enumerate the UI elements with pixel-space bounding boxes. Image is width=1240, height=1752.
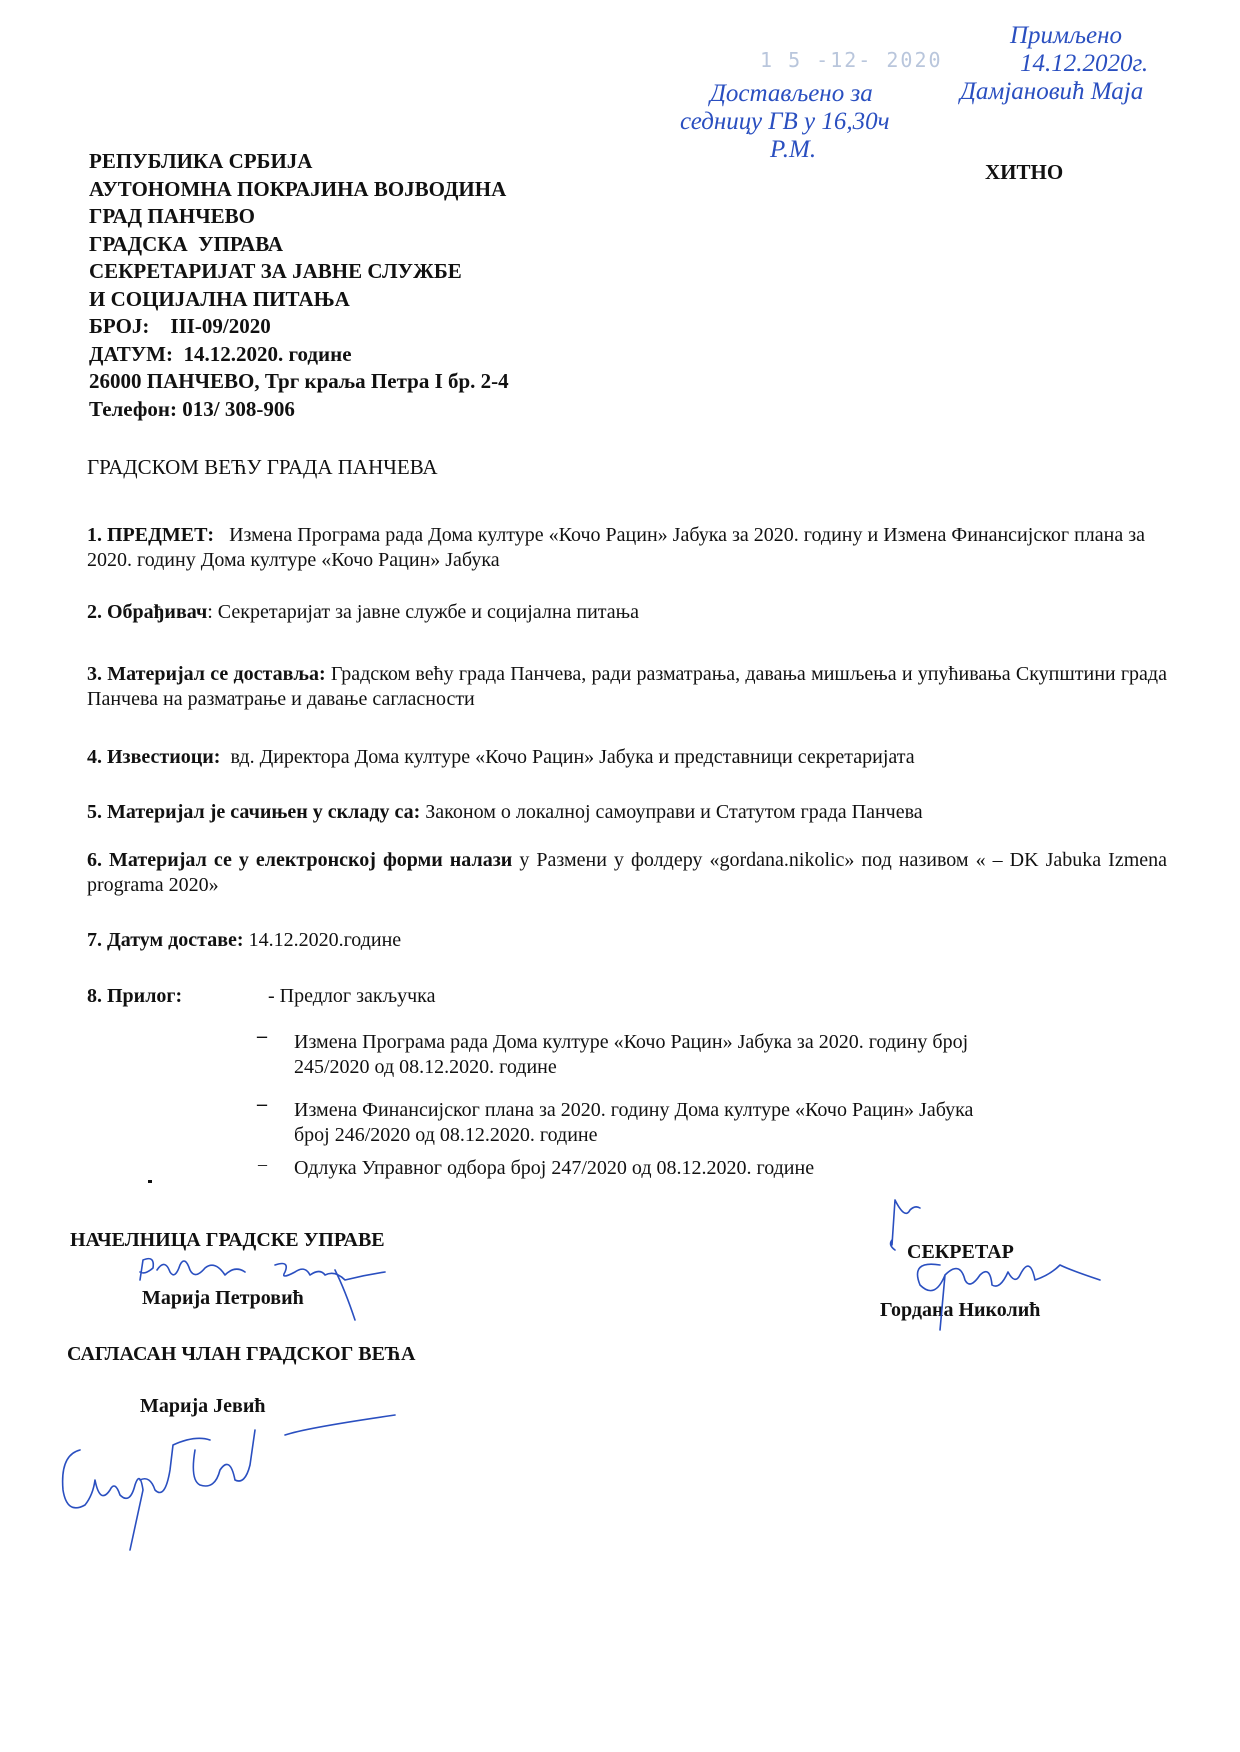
item-text: вд. Директора Дома културе «Кочо Рацин» Јабука и представници секретаријата <box>230 746 915 768</box>
bullet-dash: – <box>257 1093 267 1115</box>
note-line: седницу ГВ у 16,30ч <box>680 108 890 135</box>
item-label: 5. Материјал је сачињен у складу са: <box>87 801 421 823</box>
item-label: 3. Материјал се доставља: <box>87 663 326 685</box>
header-line: 26000 ПАНЧЕВО, Трг краља Петра I бр. 2-4 <box>89 369 509 393</box>
header-line: РЕПУБЛИКА СРБИЈА <box>89 149 313 173</box>
attachment-line: број 246/2020 од 08.12.2020. године <box>294 1123 598 1146</box>
item-electronic-form <box>87 848 1167 897</box>
item-rapporteurs <box>87 745 1167 770</box>
addressee: ГРАДСКОМ ВЕЋУ ГРАДА ПАНЧЕВА <box>87 455 438 479</box>
item-text: Законом о локалној самоуправи и Статутом града Панчева <box>425 801 923 823</box>
document-header <box>89 148 509 423</box>
header-line: ГРАД ПАНЧЕВО <box>89 204 255 228</box>
item-text: 14.12.2020.године <box>248 929 402 951</box>
secretary-title: СЕКРЕТАР <box>907 1241 1014 1263</box>
header-line: Телефон: 013/ 308-906 <box>89 396 295 421</box>
item-label: 6. Материјал се у електронској форми налази <box>87 849 513 871</box>
received-stamp: 1 5 -12- 2020 <box>760 48 943 72</box>
attachment-line: Измена Финансијског плана за 2020. годину Дома културе «Кочо Рацин» Јабука <box>294 1099 974 1121</box>
attachment-line: 245/2020 од 08.12.2020. године <box>294 1055 557 1078</box>
header-line: ГРАДСКА УПРАВА <box>89 231 284 256</box>
stray-mark <box>148 1180 152 1183</box>
head-title: НАЧЕЛНИЦА ГРАДСКЕ УПРАВЕ <box>70 1229 385 1251</box>
note-line: 14.12.2020г. <box>1020 50 1149 77</box>
handwritten-note-left <box>680 80 890 164</box>
header-line: СЕКРЕТАРИЈАТ ЗА ЈАВНЕ СЛУЖБЕ <box>89 259 462 283</box>
head-signature <box>135 1250 515 1330</box>
council-member-title: САГЛАСАН ЧЛАН ГРАДСКОГ ВЕЋА <box>67 1343 416 1365</box>
header-line: АУТОНОМНА ПОКРАЈИНА ВОЈВОДИНА <box>89 176 507 201</box>
header-line: БРОЈ: III-09/2020 <box>89 314 271 338</box>
item-text: Градском већу града Панчева, ради разматрања, давања мишљења и упућивања Скупштини града Панчева на разматрање и давање сагласности <box>87 663 1167 710</box>
item-label: 7. Датум доставе: <box>87 929 244 951</box>
header-line: ДАТУМ: 14.12.2020. године <box>89 341 352 366</box>
bullet-dash: – <box>257 1025 267 1047</box>
head-name: Марија Петровић <box>142 1287 304 1309</box>
attachment-item <box>294 1156 814 1181</box>
attachment-item <box>294 1098 973 1147</box>
secretary-name: Гордана Николић <box>880 1299 1041 1321</box>
item-text: Измена Програма рада Дома културе «Кочо Рацин» Јабука за 2020. годину и Измена Финансијског плана за 2020. годину Дома културе «Кочо Рацин» Јабука <box>87 524 1146 571</box>
item-label: 1. ПРЕДМЕТ: <box>87 524 215 546</box>
attachment-line: Одлука Управног одбора број 247/2020 од 08.12.2020. године <box>294 1157 815 1179</box>
note-line: Достављено за <box>710 80 873 107</box>
bullet-dash: – <box>258 1154 267 1174</box>
item-label: 8. Прилог: <box>87 985 183 1007</box>
urgent-label: ХИТНО <box>985 160 1064 184</box>
header-line: И СОЦИЈАЛНА ПИТАЊА <box>89 286 350 311</box>
council-member-name: Марија Јевић <box>140 1395 266 1417</box>
secretary-signature <box>880 1190 1140 1330</box>
item-text: : Секретаријат за јавне службе и социјална питања <box>207 601 640 623</box>
item-attachments <box>87 984 1167 1009</box>
item-label: 4. Известиоци: <box>87 746 221 768</box>
item-author <box>87 600 1167 625</box>
item-label: 2. Обрађивач <box>87 601 208 623</box>
attachment-line: Измена Програма рада Дома културе «Кочо Рацин» Јабука за 2020. годину број <box>294 1031 969 1053</box>
council-member-signature <box>55 1410 415 1550</box>
note-line: Примљено <box>1010 22 1122 49</box>
item-delivery-date <box>87 928 1167 953</box>
item-text: - Предлог закључка <box>268 985 436 1007</box>
note-line: Р.М. <box>770 136 817 163</box>
item-delivered-to <box>87 662 1167 711</box>
handwritten-note-right <box>960 22 1148 106</box>
item-text: у Размени у фолдеру «gordana.nikolic» под називом « – DK Jabuka Izmena programa 2020» <box>87 849 1168 896</box>
item-compliance <box>87 800 1167 825</box>
note-line: Дамјановић Маја <box>960 78 1144 105</box>
item-subject <box>87 523 1167 572</box>
attachment-item <box>294 1030 968 1079</box>
